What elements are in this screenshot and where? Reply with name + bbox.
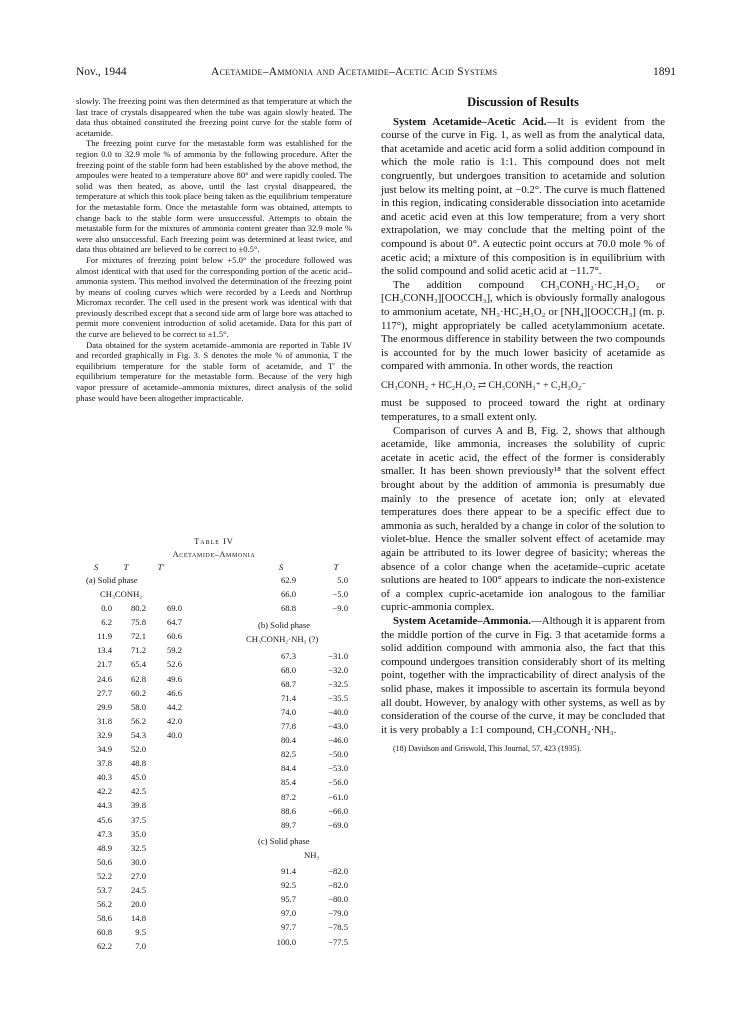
table-cell: 40.3 (96, 772, 112, 783)
table-cell: 11.9 (97, 631, 112, 642)
table-cell: 92.5 (280, 880, 296, 891)
column-header: T (123, 562, 129, 572)
table-cell: 6.2 (101, 617, 112, 628)
table-cell: −53.0 (328, 763, 348, 774)
table-cell: 32.9 (96, 729, 112, 740)
table-cell: −5.0 (332, 589, 348, 600)
phase-formula: NH₃ (304, 849, 320, 860)
table-cell: 40.0 (166, 729, 182, 740)
table-cell: 58.0 (130, 701, 146, 712)
table-cell: 56.2 (96, 899, 112, 910)
table-cell: 42.0 (166, 715, 182, 726)
table-cell: 13.4 (96, 645, 112, 656)
left-paragraph: The freezing point curve for the metastable form was established for the region 0.0 to 32.9 mole % of ammonia by the following procedure. After the freezing point of the stable form had been established by the above method, the ampoules were heated to a temperature above 80° and were rapidly cooled. The solid was then heated, as above, until the last crystal disappeared, the temperature at which this took place being taken as the equilibrium temperature for the metastable form. Once the metastable form was obtained, attempts to change back to the stable form were unsuccessful. Attempts to obtain the metastable form for the mixtures of ammonia content greater than 32.9 mole % were also unsuccessful. Each freezing point was determined at least twice, and data thus obtained are believed to be correct to ±0.5°. (76, 138, 352, 255)
table-cell: 46.6 (166, 687, 182, 698)
table-cell (146, 815, 182, 829)
table-cell (146, 871, 182, 885)
table-cell (146, 857, 182, 871)
table-cell: −40.0 (328, 706, 348, 717)
table-cell: 72.1 (130, 631, 146, 642)
table-cell: −46.0 (328, 735, 348, 746)
table-cell: 24.5 (130, 885, 146, 895)
left-column (76, 96, 352, 403)
table-cell: 5.0 (337, 575, 348, 585)
right-paragraph: must be supposed to proceed toward the right at ordinary temperatures, to a small extent only. (381, 397, 665, 424)
table-cell (146, 941, 182, 955)
table-cell: 30.0 (130, 856, 146, 867)
table-cell: 27.7 (96, 687, 112, 698)
table-cell: 71.4 (280, 692, 296, 703)
table-cell: 37.8 (96, 758, 112, 769)
table-cell: 60.8 (96, 927, 112, 938)
table-cell: 29.9 (96, 701, 112, 712)
right-column (381, 96, 665, 756)
table-cell: 64.7 (166, 617, 182, 628)
table-cell: −82.0 (328, 880, 348, 891)
table-cell: 39.8 (130, 800, 146, 811)
table-cell: −32.5 (328, 678, 348, 689)
table-cell: 0.0 (101, 603, 112, 613)
left-paragraph: Data obtained for the system acetamide–ammonia are reported in Table IV and recorded graphically in Fig. 3. S denotes the mole % of ammonia, T the equilibrium temperature for the stable form of acetamide, and T′ the equilibrium temperature for the metastable form. Because of the very high vapor pressure of acetamide–ammonia mixtures, direct analysis of the solid phase would have been altogether impracticable. (76, 339, 352, 403)
table-cell (146, 843, 182, 857)
table-cell: 37.5 (130, 814, 146, 825)
table-cell: 42.2 (96, 786, 112, 797)
table-cell: 88.6 (280, 805, 296, 816)
table-subtitle: Acetamide–Ammonia (172, 550, 256, 559)
table-cell: 24.6 (96, 673, 112, 684)
table-cell: 80.2 (130, 603, 146, 613)
table-cell (146, 885, 182, 899)
table-cell: −77.5 (328, 936, 348, 947)
table-cell: 68.8 (280, 603, 296, 614)
table-cell: 84.4 (280, 763, 296, 774)
table-cell: 27.0 (130, 870, 146, 881)
table-cell: 59.2 (166, 645, 182, 656)
left-paragraph: For mixtures of freezing point below +5.0° the procedure followed was almost identical with that used for the corresponding portion of the acetic acid–ammonia system. This method involved the determination of the freezing point by means of cooling curves which were recorded by a Leeds and Northrup Micromax recorder. The cell used in the present work was identical with that previously described except that a second side arm of large bore was attached to permit more convenient introduction of solid acetamide. Data for this part of the curve are believed to be correct to ±1.5°. (76, 254, 352, 340)
table-title: Table IV (194, 537, 234, 546)
table-cell: −9.0 (332, 603, 348, 614)
section-heading: Discussion of Results (467, 95, 579, 109)
table-cell: −56.0 (328, 777, 348, 788)
table-cell: −31.0 (328, 650, 348, 661)
table-cell: 71.2 (130, 645, 146, 656)
page-number: 1891 (653, 66, 676, 78)
table-cell (146, 744, 182, 758)
phase-formula: CH₃CONH₂·NH₃ (?) (246, 634, 319, 645)
table-cell: −61.0 (328, 791, 348, 802)
table-cell: 44.2 (166, 701, 182, 712)
table-cell: −80.0 (328, 894, 348, 905)
table-cell: 34.9 (96, 744, 112, 754)
table-cell: 89.7 (280, 819, 296, 830)
table-cell: 75.8 (130, 617, 146, 628)
right-paragraph: System Acetamide–Acetic Acid.—It is evident from the course of the curve in Fig. 1, as well as from the analytical data, that acetamide and acetic acid form a solid addition compound in which the mole ratio is 1:1. This compound does not melt congruently, but undergoes transition to acetamide and solution just below its melting point, at −0.2°. The curve is much flattened in this region, indicating considerable dissociation into acetamide and acetic acid even at this low temperature; from a very short extrapolation, we may conclude that the melting point of the compound is about 0°. A eutectic point occurs at 70.0 mole % of acetic acid; a mixture of this composition is in equilibrium with the solid compound and solid acetic acid at −11.7°. (381, 115, 665, 278)
table-cell: 58.6 (96, 913, 112, 924)
table-cell: 62.9 (280, 575, 296, 585)
table-cell: 52.6 (166, 659, 182, 670)
table-cell: 47.3 (96, 828, 112, 839)
table-cell: 65.4 (130, 659, 146, 670)
table-cell: 32.5 (130, 842, 146, 853)
subsection-title: System Acetamide–Ammonia. (393, 614, 531, 627)
table-cell: 42.5 (130, 786, 146, 797)
table-cell: 49.6 (166, 673, 182, 684)
table-cell: 52.2 (96, 870, 112, 881)
left-paragraph: slowly. The freezing point was then determined as that temperature at which the last trace of crystals disappeared when the tube was again slowly heated. The data thus obtained constituted the freezing point curve for the stable form of acetamide. (76, 96, 352, 138)
table-cell: −35.5 (328, 692, 348, 703)
table-cell: 45.0 (130, 772, 146, 783)
table-cell: 85.4 (280, 777, 296, 788)
table-cell: −43.0 (328, 721, 348, 731)
table-cell: 77.8 (280, 721, 296, 731)
table-cell: 62.2 (96, 941, 112, 952)
table-cell: 60.6 (166, 631, 182, 642)
phase-formula: CH₃CONH₂ (100, 589, 143, 599)
table-cell: −78.5 (328, 922, 348, 933)
table-cell: 14.8 (130, 913, 146, 924)
table-cell: 67.3 (280, 650, 296, 661)
table-cell (146, 899, 182, 913)
table-cell (146, 786, 182, 800)
table-cell: 56.2 (130, 715, 146, 726)
phase-label: (b) Solid phase (258, 620, 311, 631)
table-cell: 35.0 (130, 828, 146, 839)
right-paragraph: System Acetamide–Ammonia.—Although it is apparent from the middle portion of the curve in Fig. 3 that acetamide forms a solid addition compound with ammonia also, the fact that this compound undergoes transition considerably short of its melting point, together with the impracticability of direct analysis of the solid phase, makes it impossible to ascertain its formula beyond all doubt. However, by analogy with other systems, as well as by consideration of the course of the curve, it may be concluded that it is very probably a 1:1 compound, CH₃CONH₂·NH₃. (381, 614, 665, 736)
table-cell (146, 829, 182, 843)
table-cell: 21.7 (96, 659, 112, 670)
table-cell: 50.6 (96, 856, 112, 867)
table-cell: 100.0 (276, 936, 296, 947)
table-cell: 9.5 (135, 927, 146, 938)
table-cell: 82.5 (280, 749, 296, 760)
table-cell: 91.4 (280, 866, 296, 876)
table-cell (146, 772, 182, 786)
table-cell: 20.0 (130, 899, 146, 910)
table-cell: 87.2 (280, 791, 296, 802)
table-cell: −66.0 (328, 805, 348, 816)
table-cell: 95.7 (280, 894, 296, 905)
column-header: S (278, 562, 284, 572)
table-cell: 48.9 (96, 842, 112, 853)
running-header (76, 66, 676, 82)
table-cell: −69.0 (328, 819, 348, 830)
table-cell: 68.7 (280, 678, 296, 689)
table-cell: 54.3 (130, 729, 146, 740)
table-cell: 45.6 (96, 814, 112, 825)
table-cell: −50.0 (328, 749, 348, 760)
column-header: S (93, 562, 99, 572)
table-cell: 97.7 (280, 922, 296, 933)
table-cell: 31.8 (96, 715, 112, 726)
table-cell (146, 758, 182, 772)
table-cell: 52.0 (130, 744, 146, 754)
table-cell (146, 913, 182, 927)
column-header: T′ (157, 562, 165, 572)
footnote: (18) Davidson and Griswold, This Journal, 57, 423 (1935). (393, 744, 582, 754)
table-cell: 74.0 (280, 706, 296, 717)
table-cell: −79.0 (328, 908, 348, 919)
table-cell: 7.0 (135, 941, 146, 952)
header-date: Nov., 1944 (76, 66, 127, 78)
table-cell: 80.4 (280, 735, 296, 746)
table-cell: −82.0 (328, 866, 348, 876)
right-paragraph: Comparison of curves A and B, Fig. 2, shows that although acetamide, like ammonia, increases the solubility of cupric acetate in acetic acid, the effect of the former is considerably smaller. It has been shown previously¹⁸ that the solvent effect brought about by the addition of ammonia is presumably due mainly to the presence of acetate ion; only at elevated temperatures does there appear to be a specific effect due to ammonia as such, heralded by a change in color of the solution to violet-blue. Hence the smaller solvent effect of acetamide may again be attributed to its lower degree of basicity; whereas the absence of a color change when the acetamide–cupric acetate solutions are heated to 100° appears to indicate the non-existence of a complex cupric-acetamide ion analogous to the familiar cupric-ammonia complex. (381, 424, 665, 614)
column-header: T (333, 562, 339, 572)
right-paragraph: The addition compound CH₃CONH₂·HC₂H₃O₂ or [CH₃CONH₃][OOCCH₃], which is obviously formally analogous to ammonium acetate, NH₃·HC₂H₃O₂ or [NH₄][OOCCH₃] (m. p. 117°), might appropriately be called acetylammonium acetate. The enormous difference in stability between the two compounds is accounted for by the much lower basicity of acetamide as compared with ammonia. In other words, the reaction (381, 278, 665, 373)
table-cell: −32.0 (328, 664, 348, 675)
phase-label: (a) Solid phase (86, 575, 138, 585)
subsection-title: System Acetamide–Acetic Acid. (393, 115, 547, 128)
table-cell: 53.7 (96, 885, 112, 895)
phase-label: (c) Solid phase (258, 835, 310, 846)
table-cell: 69.0 (166, 603, 182, 613)
table-cell: 66.0 (280, 589, 296, 600)
table-cell: 68.0 (280, 664, 296, 675)
reaction-equation: CH₃CONH₂ + HC₂H₃O₂ ⇄ CH₃CONH₃⁺ + C₂H₃O₂⁻ (381, 379, 587, 391)
table-cell: 60.2 (130, 687, 146, 698)
table-cell (146, 927, 182, 941)
table-cell: 44.3 (96, 800, 112, 811)
table-cell (146, 800, 182, 814)
table-cell: 62.8 (130, 673, 146, 684)
header-title: Acetamide–Ammonia and Acetamide–Acetic Acid Systems (211, 66, 498, 78)
table-cell: 48.8 (130, 758, 146, 769)
table-cell: 97.0 (280, 908, 296, 919)
